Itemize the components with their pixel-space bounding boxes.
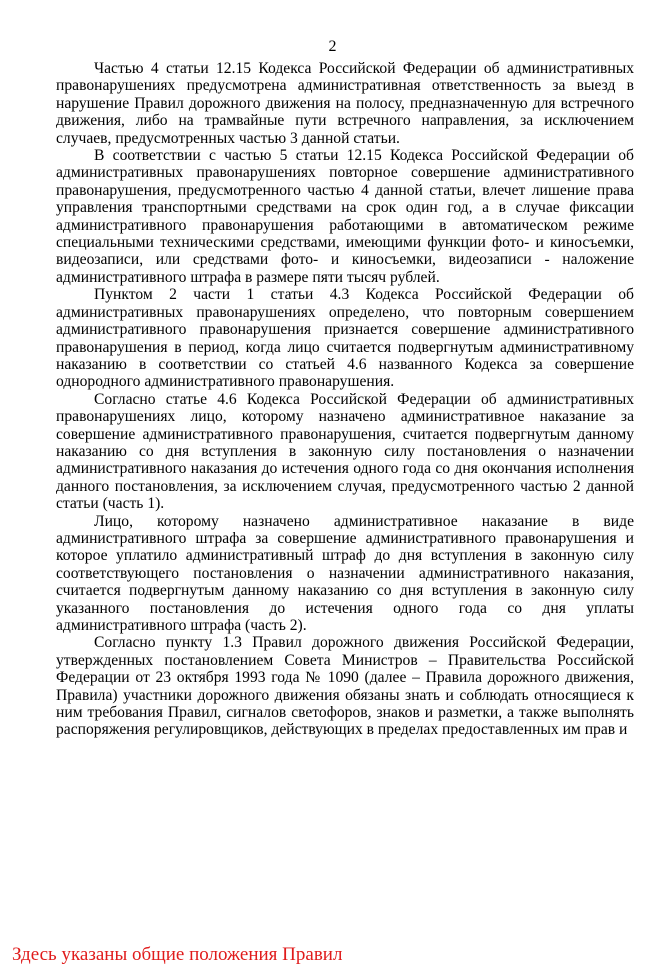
document-body — [56, 60, 634, 739]
paragraph-traffic-rules-1-3: Согласно пункту 1.3 Правил дорожного движения Российской Федерации, утвержденных постановлением Совета Министров – Правительства Российской Федерации от 23 октября 1993 года № 1090 (далее – Правила дорожного движения, Правила) участники дорожного движения обязаны знать и соблюдать относящиеся к ним требования Правил, сигналов светофоров, знаков и разметки, а также выполнять распоряжения регулировщиков, действующих в пределах предоставленных им прав и — [56, 634, 634, 739]
page-number: 2 — [328, 38, 337, 55]
paragraph-article-4-3: Пунктом 2 части 1 статьи 4.3 Кодекса Российской Федерации об административных правонарушениях определено, что повторным совершением административного правонарушения признается совершение административного правонарушения в период, когда лицо считается подвергнутым административному наказанию в соответствии со статьей 4.6 названного Кодекса за совершение однородного административного правонарушения. — [56, 286, 634, 391]
paragraph-article-4-6-part-2: Лицо, которому назначено административное наказание в виде административного штрафа за совершение административного правонарушения и которое уплатило административный штраф до дня вступления в законную силу соответствующего постановления о назначении административного наказания, считается подвергнутым данному наказанию со дня вступления в законную силу указанного постановления до истечения одного года со дня уплаты административного штрафа (часть 2). — [56, 512, 634, 634]
paragraph-article-4-6-part-1: Согласно статье 4.6 Кодекса Российской Федерации об административных правонарушениях лицо, которому назначено административное наказание за совершение административного правонарушения, считается подвергнутым данному наказанию со дня вступления в законную силу постановления о назначении административного наказания до истечения одного года со дня окончания исполнения данного постановления, за исключением случая, предусмотренного частью 2 данной статьи (часть 1). — [56, 390, 634, 513]
paragraph-part-5-article-12-15: В соответствии с частью 5 статьи 12.15 Кодекса Российской Федерации об административных правонарушениях повторное совершение административного правонарушения, предусмотренного частью 4 данной статьи, влечет лишение права управления транспортными средствами на срок один год, а в случае фиксации административного правонарушения работающими в автоматическом режиме специальными техническими средствами, имеющими функции фото- и киносъемки, видеозаписи, или средствами фото- и киносъемки, видеозаписи - наложение административного штрафа в размере пяти тысяч рублей. — [56, 147, 634, 286]
red-annotation-note: Здесь указаны общие положения Правил — [12, 944, 343, 965]
paragraph-part-4-article-12-15: Частью 4 статьи 12.15 Кодекса Российской Федерации об административных правонарушениях предусмотрена административная ответственность за выезд в нарушение Правил дорожного движения на полосу, предназначенную для встречного движения, либо на трамвайные пути встречного направления, за исключением случаев, предусмотренных частью 3 данной статьи. — [56, 60, 634, 147]
